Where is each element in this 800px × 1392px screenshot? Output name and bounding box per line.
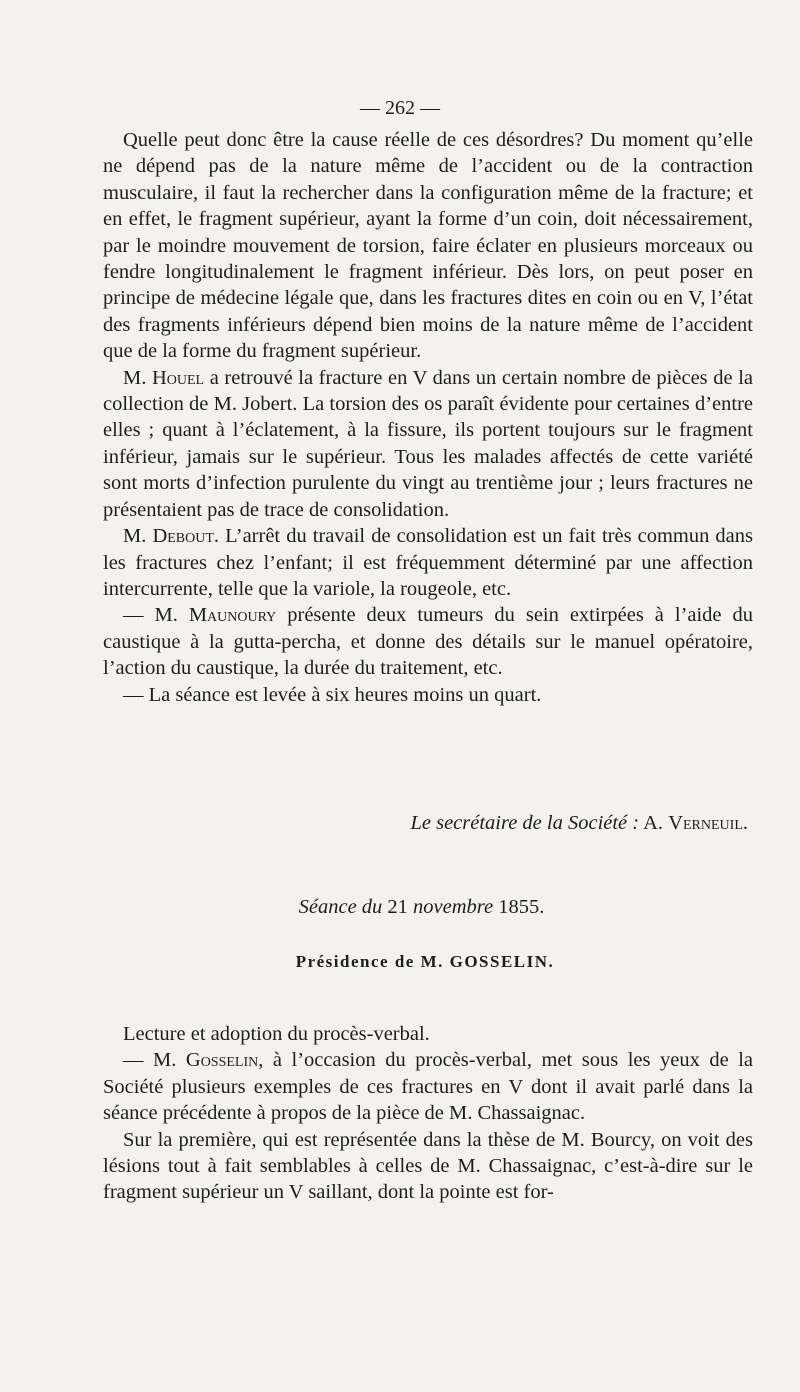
minutes-block: [103, 127, 753, 708]
paragraph-maunoury: — M. Maunoury présente deux tumeurs du sein extirpées à l’aide du caustique à la gutta-percha, et donne des détails sur le manuel opératoire, l’action du caustique, la durée du traitement, etc.: [103, 604, 754, 680]
paragraph-bourcy: Sur la première, qui est représentée dans la thèse de M. Bourcy, on voit des lésions tout à fait semblables à celles de M. Chassaignac, c’est-à-dire sur le fragment supérieur un V saillant, dont la pointe est for-: [103, 1128, 753, 1204]
presidency-heading: Présidence de M. GOSSELIN.: [295, 952, 555, 971]
paragraph-closing: — La séance est levée à six heures moins un quart.: [123, 683, 542, 706]
session-minutes-block: [103, 1021, 753, 1206]
speaker-name: Debout: [152, 525, 214, 548]
paragraph-houel: M. Houel a retrouvé la fracture en V dans un certain nombre de pièces de la collection de M. Jobert. La torsion des os paraît évidente pour certaines d’entre elles ; quant à l’éclatement, à la fissure, ils portent toujours sur le fragment inférieur, jamais sur le supérieur. Tous les malades affectés de cette variété sont morts d’infection purulente du vingt au trentième jour ; leurs fractures ne présentaient pas de trace de consolidation.: [103, 366, 753, 521]
speaker-name: Maunoury: [188, 604, 277, 627]
secretary-signature: Le secrétaire de la Société : A. Verneuil.: [410, 812, 748, 834]
speaker-name: Houel: [151, 366, 205, 389]
paragraph-adoption: Lecture et adoption du procès-verbal.: [123, 1023, 430, 1045]
session-heading: Séance du 21 novembre 1855.: [298, 896, 545, 918]
paragraph-gosselin: — M. Gosselin, à l’occasion du procès-verbal, met sous les yeux de la Société plusieurs exemples de ces fractures en V dont il avait parlé dans la séance précédente à propos de la pièce de M. Chassaignac.: [103, 1049, 753, 1125]
speaker-name: Gosselin: [185, 1049, 259, 1072]
page-number: — 262 —: [360, 97, 440, 119]
paragraph-debout: M. Debout. L’arrêt du travail de consolidation est un fait très commun dans les fractures chez l’enfant; il est fréquemment déterminé par une affection intercurrente, telle que la variole, la rougeole, etc.: [103, 525, 754, 600]
paragraph-causes: Quelle peut donc être la cause réelle de ces désordres? Du moment qu’elle ne dépend pas de la nature même de l’accident ou de la contraction musculaire, il faut la rechercher dans la configuration même de la fracture; et en effet, le fragment supérieur, ayant la forme d’un coin, doit nécessairement, par le moindre mouvement de torsion, faire éclater en plusieurs morceaux ou fendre longitudinalement le fragment inférieur. Dès lors, on peut poser en principe de médecine légale que, dans les fractures dites en coin ou en V, l’état des fragments inférieurs dépend bien moins de la nature même de l’accident que de la forme du fragment supérieur.: [103, 129, 753, 363]
